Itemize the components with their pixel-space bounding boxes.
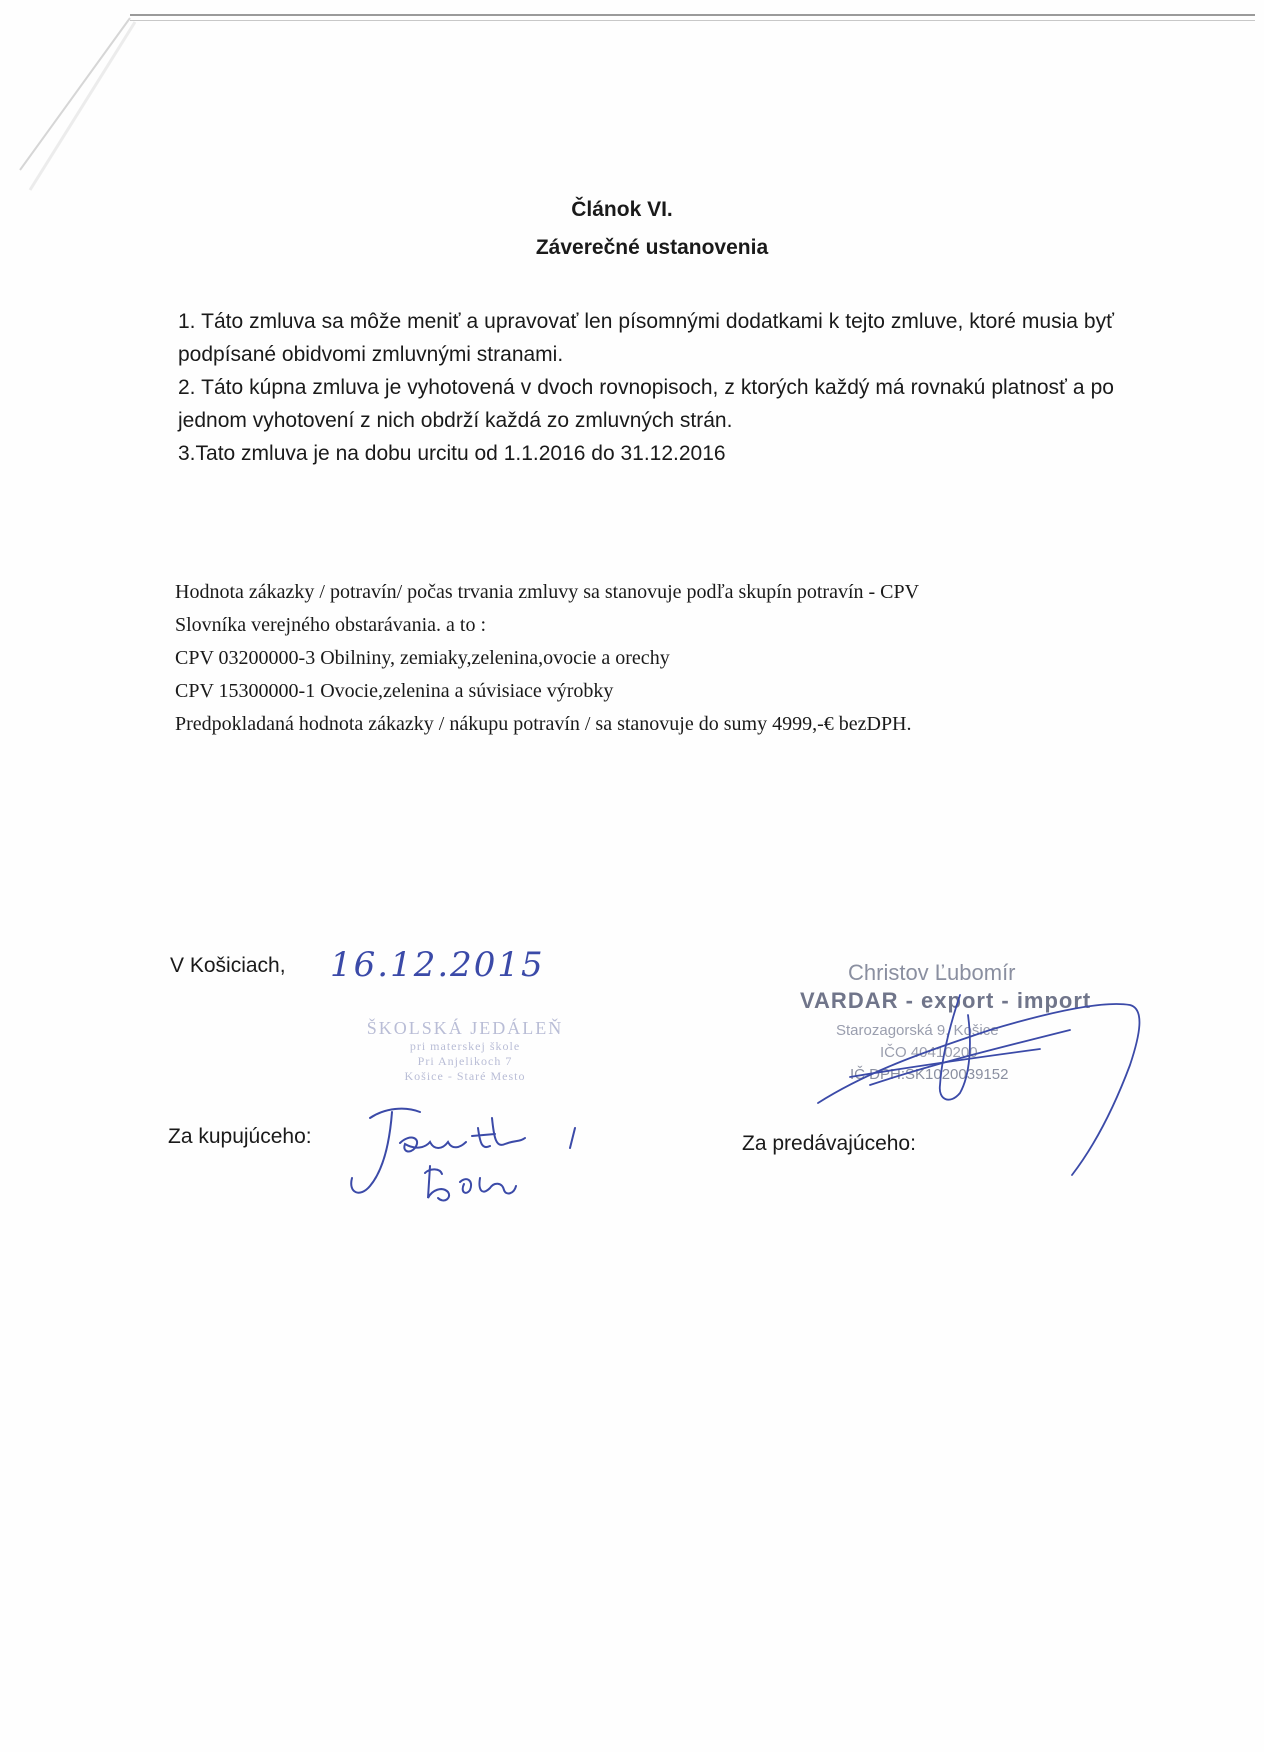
- signing-place: V Košiciach,: [170, 954, 286, 977]
- order-value-intro-1: Hodnota zákazky / potravín/ počas trvania zmluvy sa stanovuje podľa skupín potravín - CPV: [175, 581, 920, 603]
- school-stamp-line-1: ŠKOLSKÁ JEDÁLEŇ: [366, 1018, 564, 1038]
- handwritten-date: 16.12.2015: [330, 945, 545, 985]
- school-stamp-line-4: Košice - Staré Mesto: [404, 1069, 526, 1083]
- article-number: Článok VI.: [571, 198, 673, 221]
- article-title: Záverečné ustanovenia: [535, 236, 769, 259]
- estimated-value: Predpokladaná hodnota zákazky / nákupu potravín / sa stanovuje do sumy 4999,-€ bezDPH.: [175, 713, 912, 735]
- scan-edge-top-inner: [130, 20, 1255, 21]
- school-stamp: [350, 1018, 580, 1084]
- vardar-stamp-dic: IČ DPH:SK1020039152: [850, 1066, 1009, 1083]
- vardar-stamp-address: Starozagorská 9, Košice: [836, 1022, 999, 1039]
- buyer-signature: [330, 1098, 590, 1208]
- cpv-item-1: CPV 03200000-3 Obilniny, zemiaky,zelenina,ovocie a orechy: [175, 647, 670, 669]
- order-value-intro-2: Slovníka verejného obstarávania. a to :: [175, 614, 487, 636]
- school-stamp-line-2: pri materskej škole: [409, 1039, 521, 1053]
- seller-label: Za predávajúceho:: [742, 1132, 916, 1155]
- clauses-list: [178, 305, 1114, 470]
- clause-1: 1. Táto zmluva sa môže meniť a upravovať len písomnými dodatkami k tejto zmluve, ktoré musia byť podpísané obidvomi zmluvnými stranami.: [178, 310, 1114, 366]
- scan-edge-top: [130, 14, 1255, 16]
- buyer-label: Za kupujúceho:: [168, 1125, 312, 1148]
- vardar-stamp-company: VARDAR - export - import: [800, 988, 1092, 1013]
- clause-3: 3.Tato zmluva je na dobu urcitu od 1.1.2016 do 31.12.2016: [178, 442, 726, 465]
- scan-corner-shadow: [0, 0, 140, 200]
- order-value-section: [175, 576, 1135, 741]
- vardar-stamp-ico: IČO 40410200: [880, 1044, 978, 1061]
- vardar-stamp-name: Christov Ľubomír: [848, 960, 1016, 985]
- school-stamp-line-3: Pri Anjelikoch 7: [417, 1054, 513, 1068]
- cpv-item-2: CPV 15300000-1 Ovocie,zelenina a súvisiace výrobky: [175, 680, 614, 702]
- clause-2: 2. Táto kúpna zmluva je vyhotovená v dvoch rovnopisoch, z ktorých každý má rovnakú platnosť a po jednom vyhotovení z nich obdrží každá zo zmluvných strán.: [178, 376, 1114, 432]
